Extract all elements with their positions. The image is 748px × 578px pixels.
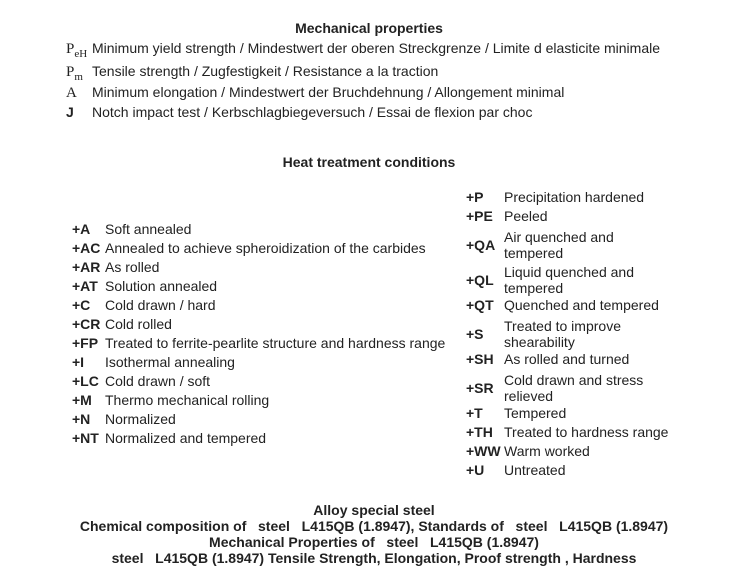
ht-right-row [466,297,659,313]
ht-desc: Tempered [504,405,567,421]
ht-left-row [72,335,445,351]
ht-left-row [72,411,176,427]
ht-left-row [72,373,210,389]
ht-code: +WW [466,443,501,459]
ht-code: +LC [72,373,99,389]
symbol-a: A [66,85,77,101]
ht-code: +A [72,221,91,237]
ht-code: +AT [72,278,98,294]
ht-right-row [466,405,566,421]
ht-code: +P [466,189,484,205]
ht-desc: Cold drawn and stress relieved [504,372,644,404]
ht-desc: Liquid quenched and tempered [504,264,635,296]
ht-right-row [466,189,644,205]
ht-left-row [72,354,235,370]
ht-desc: Treated to improve shearability [504,318,621,350]
ht-right-row [466,351,629,367]
ht-code: +FP [72,335,99,351]
ht-desc: Treated to hardness range [504,424,669,440]
mech-row-text: Tensile strength / Zugfestigkeit / Resistance a la traction [92,63,439,79]
ht-desc: Air quenched and tempered [504,229,614,261]
ht-desc: As rolled and turned [504,351,630,367]
ht-desc: Normalized [105,411,176,427]
ht-desc: Annealed to achieve spheroidization of the carbides [105,240,426,256]
ht-desc: Cold drawn / soft [105,373,211,389]
ht-code: +T [466,405,483,421]
mech-row-elongation [66,84,564,102]
symbol-pm: $P_m$ [66,64,83,83]
ht-desc: As rolled [105,259,160,275]
ht-code: +QL [466,272,494,288]
ht-desc: Peeled [504,208,548,224]
ht-code: +AR [72,259,101,275]
ht-code: +N [72,411,91,427]
ht-code: +C [72,297,91,313]
ht-left-row [72,278,217,294]
ht-desc: Precipitation hardened [504,189,645,205]
mech-row-text: Minimum yield strength / Mindestwert der oberen Streckgrenze / Limite d elasticite minimale [92,40,661,56]
mech-row-yield [66,40,660,60]
ht-code: +SR [466,380,494,396]
ht-left-row [72,392,269,408]
ht-code: +I [72,354,85,370]
ht-desc: Treated to ferrite-pearlite structure and hardness range [105,335,446,351]
ht-left-row [72,259,159,275]
ht-left-row [72,316,172,332]
symbol-peh: $P_{eH}$ [66,41,88,60]
ht-left-row [72,221,191,237]
ht-desc: Soft annealed [105,221,192,237]
ht-right-row [466,228,654,262]
ht-code: +M [72,392,92,408]
ht-desc: Isothermal annealing [105,354,235,370]
mech-row-notch [66,104,532,120]
footer-tensile-strength-link[interactable]: steel L415QB (1.8947) Tensile Strength, Elongation, Proof strength , Hardness [111,550,637,566]
ht-left-row [72,430,266,446]
ht-code: +PE [466,208,493,224]
ht-left-row [72,240,426,256]
ht-code: +U [466,462,485,478]
footer-alloy-title: Alloy special steel [313,502,435,518]
ht-right-row [466,462,565,478]
ht-code: +QT [466,297,494,313]
ht-code: +NT [72,430,99,446]
ht-right-row [466,443,590,459]
ht-desc: Solution annealed [105,278,218,294]
footer-mechanical-properties-link[interactable]: Mechanical Properties of steel L415QB (1.8947) [209,534,539,550]
ht-right-row [466,317,654,351]
ht-code: +AC [72,240,101,256]
ht-left-row [72,297,216,313]
ht-desc: Untreated [504,462,566,478]
ht-desc: Warm worked [504,443,590,459]
mech-row-text: Minimum elongation / Mindestwert der Bruchdehnung / Allongement minimal [92,84,565,100]
symbol-j: J [66,104,74,120]
ht-right-row [466,371,654,405]
ht-right-row [466,263,654,297]
ht-desc: Cold rolled [105,316,172,332]
ht-code: +TH [466,424,493,440]
heat-treatment-title: Heat treatment conditions [282,154,456,170]
ht-desc: Quenched and tempered [504,297,659,313]
ht-desc: Thermo mechanical rolling [105,392,270,408]
mech-row-tensile [66,63,438,83]
mechanical-properties-title: Mechanical properties [295,20,443,36]
ht-code: +QA [466,237,496,253]
ht-code: +CR [72,316,101,332]
ht-code: +S [466,326,484,342]
ht-right-row [466,424,668,440]
footer-chemical-composition-link[interactable]: Chemical composition of steel L415QB (1.8947), Standards of steel L415QB (1.8947) [79,518,669,534]
ht-right-row [466,208,548,224]
ht-desc: Normalized and tempered [105,430,267,446]
ht-code: +SH [466,351,494,367]
ht-desc: Cold drawn / hard [105,297,216,313]
mech-row-text: Notch impact test / Kerbschlagbiegeversuch / Essai de flexion par choc [92,104,533,120]
